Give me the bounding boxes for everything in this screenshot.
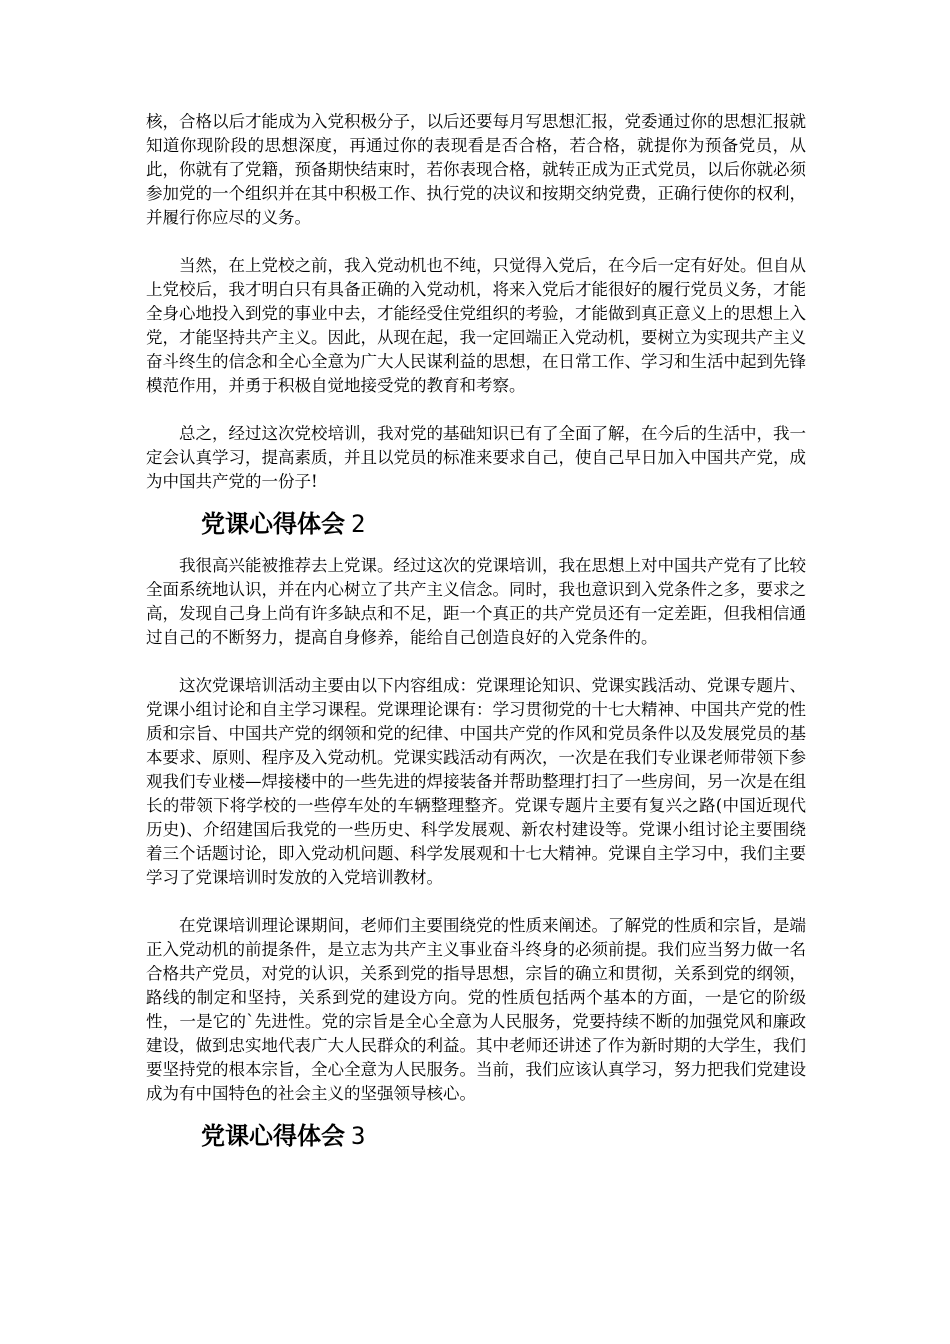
paragraph-gap — [146, 890, 806, 914]
section-gap — [146, 542, 806, 554]
paragraph-gap — [146, 650, 806, 674]
section-2-number: 2 — [351, 510, 366, 538]
section-2-title: 党课心得体会 — [201, 510, 345, 538]
intro-paragraph-1: 核，合格以后才能成为入党积极分子，以后还要每月写思想汇报，党委通过你的思想汇报就知道你现阶段的思想深度，再通过你的表现看是否合格，若合格，就提你为预备党员，从此，你就有了党籍，预备期快结束时，若你表现合格，就转正成为正式党员，以后你就必须参加党的一个组织并在其中积极工作、执行党的决议和按期交纳党费，正确行使你的权利，并履行你应尽的义务。 — [146, 112, 806, 227]
paragraph-gap — [146, 398, 806, 422]
intro-paragraph-2: 当然，在上党校之前，我入党动机也不纯，只觉得入党后，在今后一定有好处。但自从上党校后，我才明白只有具备正确的入党动机，将来入党后才能很好的履行党员义务，才能全身心地投入到党的事业中去，才能经受住党组织的考验，才能做到真正意义上的思想上入党，才能坚持共产主义。因此，从现在起，我一定回端正入党动机，要树立为实现共产主义奋斗终生的信念和全心全意为广大人民谋利益的思想，在日常工作、学习和生活中起到先锋模范作用，并勇于积极自觉地接受党的教育和考察。 — [146, 256, 806, 395]
section-3-heading — [146, 1118, 806, 1154]
document-page — [146, 110, 806, 1154]
section-gap — [146, 1106, 806, 1118]
intro-paragraph-3: 总之，经过这次党校培训，我对党的基础知识已有了全面了解，在今后的生活中，我一定会认真学习，提高素质，并且以党员的标准来要求自己，使自己早日加入中国共产党，成为中国共产党的一份子! — [146, 424, 806, 491]
section-2-paragraph-3: 在党课培训理论课期间，老师们主要围绕党的性质来阐述。了解党的性质和宗旨，是端正入党动机的前提条件，是立志为共产主义事业奋斗终身的必须前提。我们应当努力做一名合格共产党员，对党的认识，关系到党的指导思想，宗旨的确立和贯彻，关系到党的纲领，路线的制定和坚持，关系到党的建设方向。党的性质包括两个基本的方面，一是它的阶级性，一是它的`先进性。党的宗旨是全心全意为人民服务，党要持续不断的加强党风和廉政建设，做到忠实地代表广大人民群众的利益。其中老师还讲述了作为新时期的大学生，我们要坚持党的根本宗旨，全心全意为人民服务。当前，我们应该认真学习，努力把我们党建设成为有中国特色的社会主义的坚强领导核心。 — [146, 916, 806, 1103]
section-3-number: 3 — [351, 1122, 366, 1150]
section-2-paragraph-2: 这次党课培训活动主要由以下内容组成：党课理论知识、党课实践活动、党课专题片、党课小组讨论和自主学习课程。党课理论课有：学习贯彻党的十七大精神、中国共产党的性质和宗旨、中国共产党的纲领和党的纪律、中国共产党的作风和党员条件以及发展党员的基本要求、原则、程序及入党动机。党课实践活动有两次，一次是在我们专业课老师带领下参观我们专业楼—焊接楼中的一些先进的焊接装备并帮助整理打扫了一些房间，另一次是在组长的带领下将学校的一些停车处的车辆整理整齐。党课专题片主要有复兴之路(中国近现代历史)、介绍建国后我党的一些历史、科学发展观、新农村建设等。党课小组讨论主要围绕着三个话题讨论，即入党动机问题、科学发展观和十七大精神。党课自主学习中，我们主要学习了党课培训时发放的入党培训教材。 — [146, 676, 806, 887]
section-2-paragraph-1: 我很高兴能被推荐去上党课。经过这次的党课培训，我在思想上对中国共产党有了比较全面系统地认识，并在内心树立了共产主义信念。同时，我也意识到入党条件之多，要求之高，发现自己身上尚有许多缺点和不足，距一个真正的共产党员还有一定差距，但我相信通过自己的不断努力，提高自身修养，能给自己创造良好的入党条件的。 — [146, 556, 806, 647]
section-3-title: 党课心得体会 — [201, 1122, 345, 1150]
paragraph-gap — [146, 230, 806, 254]
section-2-heading — [146, 506, 806, 542]
section-gap — [146, 494, 806, 506]
